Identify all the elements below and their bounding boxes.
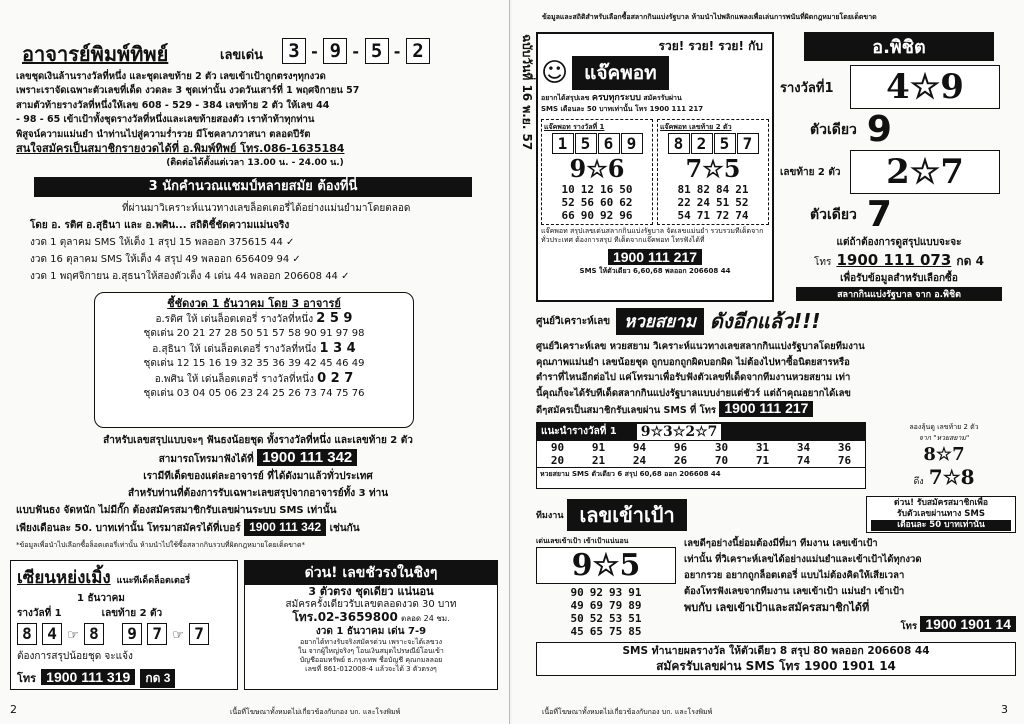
urgent-line: สมัครครั้งเดียวรับเลขตลอดงวด 30 บาท bbox=[285, 598, 457, 610]
prediction-lead: 0 2 7 bbox=[317, 370, 354, 386]
check-icon: ✓ bbox=[292, 254, 301, 265]
pichit-single-value: 9 bbox=[866, 109, 892, 150]
prediction-entry: อ.รติศ ให้ เด่นล็อตเตอรี่ รางวัลที่หนึ่ง 2 5 9 bbox=[155, 310, 353, 326]
pichit-line1: แต่ถ้าต้องการดูสรุปแบบจะจะ bbox=[836, 237, 962, 248]
lkp-grid: 90 92 93 91 49 69 79 89 50 52 53 51 45 65 75 85 bbox=[570, 586, 642, 638]
summary-phone-line-2: เพียงเดือนละ 50. บาทเท่านั้น โทรมาสมัครได้ที่เบอร์ 1900 111 342 เช่นกัน bbox=[16, 520, 360, 534]
left-page bbox=[0, 0, 510, 724]
huaysiam-phone[interactable]: 1900 111 217 bbox=[719, 401, 813, 417]
jackpot-note: แจ๊คพอท สรุปเลขเด่นสลากกินแบ่งรัฐบาล จัดเลขแม่นยำ รวบรวมทีเด็ดจากทั่วประเทศ ต้องการสรุป ทีเด็ดจากแจ๊คพอท โทรฟังได้ที่ bbox=[541, 227, 764, 244]
pichit-panel bbox=[780, 32, 1018, 302]
prediction-entry: อ.สุธินา ให้ เด่นล็อตเตอรี่ รางวัลที่หนึ่ง 1 3 4 bbox=[152, 340, 356, 356]
pimtip-line: เลขชุดเงินล้านรางวัลที่หนึ่ง และชุดเลขท้าย 2 ตัว เลขเข้าเป้าถูกตรงๆทุกงวด bbox=[16, 71, 326, 82]
lkp-left-caption: เด่นเลขเข้าเป้า เข้าเป้าแน่นอน bbox=[536, 537, 629, 545]
pichit-prize-value: 4☆9 bbox=[850, 65, 1000, 109]
pichit-title: อ.พิชิต bbox=[804, 32, 994, 61]
jackpot-cheer: รวย! รวย! รวย! กับ bbox=[658, 39, 763, 53]
champions-body bbox=[30, 200, 498, 285]
jackpot-col2: แจ๊คพอท เลขท้าย 2 ตัว 8 2 5 7 7☆5 81 82 84 21 22 24 51 52 54 71 72 74 bbox=[657, 119, 769, 225]
pimtip-hours: (ติดต่อได้ตั้งแต่เวลา 13.00 น. - 24.00 น.) bbox=[166, 158, 344, 169]
lead-digit: 5 bbox=[365, 38, 389, 64]
yinyang-date: 1 ธันวาคม bbox=[77, 593, 125, 604]
lkp-cta: พบกับ เลขเข้าเป้าและสมัครสมาชิกได้ที่ bbox=[684, 601, 870, 614]
issue-date: ฉบับวันที่ 16 พ.ย. 57 bbox=[520, 34, 534, 151]
huaysiam-tail-caption-b: จาก "หวยสยาม" bbox=[918, 433, 970, 442]
prediction-lead: 1 3 4 bbox=[319, 340, 356, 356]
lkp-phone[interactable]: 1900 1901 14 bbox=[920, 616, 1016, 632]
urgent-draw: งวด 1 ธันวาคม เด่น 7-9 bbox=[315, 625, 427, 637]
pichit-line2: เพื่อรับข้อมูลสำหรับเลือกซื้อ bbox=[840, 273, 958, 284]
lkp-logo: เลขเข้าเป้า bbox=[567, 499, 686, 531]
pimtip-body bbox=[16, 70, 494, 171]
prediction-entry: อ.พศิน ให้ เด่นล็อตเตอรี่ รางวัลที่หนึ่ง 0 2 7 bbox=[154, 370, 354, 386]
jackpot-col1-title: แจ๊คพอท รางวัลที่ 1 bbox=[544, 123, 605, 131]
lkp-promo: ด่วน! รับสมัครสมาชิกเพื่อ รับตัวเลขผ่านทาง SMS เดือนละ 50 บาทเท่านั้น bbox=[866, 496, 1016, 533]
champions-result: งวด 1 พฤศจิกายน อ.สุธนาให้สองตัวเต็ง 4 เด่น 44 พลออก 206608 44 ✓ bbox=[30, 271, 350, 282]
pichit-tail-label: เลขท้าย 2 ตัว bbox=[780, 166, 841, 178]
jackpot-phone[interactable]: 1900 111 217 bbox=[608, 249, 702, 265]
summary-line: สำหรับท่านที่ต้องการรับเฉพาะเลขสรุปจากอาจารย์ทั้ง 3 ท่าน bbox=[127, 488, 389, 499]
top-disclaimer: ข้อมูลและสถิติสำหรับเลือกซื้อสลากกินแบ่งรัฐบาล ห้ามนำไปพลิกแพลงเพื่อเล่นการพนันที่ผิดกฎหมายโดยเด็ดขาด bbox=[542, 13, 877, 21]
left-footer: เนื้อที่โฆษณาทั้งหมดไม่เกี่ยวข้องกับกอง บก. และโรงพิมพ์ bbox=[230, 708, 401, 716]
prediction-set: ชุดเด่น 20 21 27 28 50 51 57 58 90 91 97 98 bbox=[143, 328, 365, 339]
huaysiam-result: หวยสยาม SMS ตัวเดียว 6 สรุป 60,68 ออก 206608 44 bbox=[537, 467, 865, 481]
summary-phone[interactable]: 1900 111 342 bbox=[257, 449, 357, 466]
pichit-single2-label: ตัวเดียว bbox=[810, 206, 857, 223]
prediction-title: ชี้ชัดงวด 1 ธันวาคม โดย 3 อาจารย์ bbox=[167, 297, 341, 310]
yinyang-box bbox=[10, 560, 238, 690]
pichit-single-label: ตัวเดียว bbox=[810, 121, 857, 138]
laokhaopao-section bbox=[536, 496, 1016, 676]
jackpot-sms-line: SMS เดือนละ 50 บาทเท่านั้น โทร 1900 111 217 bbox=[541, 105, 704, 113]
urgent-box bbox=[244, 560, 498, 690]
champions-intro: ที่ผ่านมาวิเคราะห์แนวทางเลขล็อตเตอรี่ได้อย่างแม่นยำมาโดยตลอด bbox=[122, 203, 411, 214]
pimtip-line: พิสูจน์ความแม่นยำ นำท่านไปสู่ความร่ำรวย มีโชคลาภวาสนา ตลอดปีรัต bbox=[16, 128, 311, 140]
lkp-result-box bbox=[536, 642, 1016, 676]
jackpot-col2-title: แจ๊คพอท เลขท้าย 2 ตัว bbox=[660, 123, 732, 131]
jackpot-lead1: 9☆6 bbox=[569, 154, 625, 183]
summary-line: สำหรับเลขสรุปแบบจะๆ ฟันธงน้อยชุด ทั้งรางวัลที่หนึ่ง และเลขท้าย 2 ตัว bbox=[103, 435, 413, 446]
pichit-line3: สลากกินแบ่งรัฐบาล จาก อ.พิชิต bbox=[796, 287, 1002, 301]
pimtip-lead-label: เลขเด่น bbox=[220, 48, 264, 63]
lkp-left bbox=[536, 536, 676, 638]
check-icon: ✓ bbox=[341, 271, 350, 282]
summary-block bbox=[16, 432, 500, 554]
huaysiam-heading-a: ศูนย์วิเคราะห์เลข bbox=[536, 315, 611, 327]
huaysiam-paragraph: ศูนย์วิเคราะห์เลข หวยสยาม วิเคราะห์แนวทางเลขสลากกินแบ่งรัฐบาลโดยทีมงาน คุณภาพแม่นยำ เลขน้อยชุด ถูกบอกถูกผิดบอกผิด ไม่ต้องไปหาซื้อนิตยสารหรือ ตำราที่ไหนอีกต่อไป แค่โทรมาเพื่อรับฟังตัวเลขที่เด็ดจากทีมงานหวยสยาม เท่า นี้คุณก็จะได้รับทีเด็ดสลากกินแบ่งรัฐบาลแบบง่ายแต่ชัวร์ แต่ถ้าคุณอยากได้เลข ดีๆสมัครเป็นสมาชิกรับเลขผ่าน SMS ที่ โทร 1900 111 217 bbox=[536, 341, 865, 416]
urgent-phone-line: โทร.02-3659800 ตลอด 24 ชม. bbox=[292, 610, 450, 624]
huaysiam-tail-row-b: ดึง 7☆8 bbox=[913, 464, 975, 489]
jackpot-lead2: 7☆5 bbox=[685, 154, 741, 183]
prediction-set: ชุดเด่น 03 04 05 06 23 24 25 26 73 74 75 76 bbox=[143, 388, 365, 399]
urgent-small: อยากได้ทางรับจริงสมัครด่วน เพราะจะได้เลขวง ใน จากผู้ใหญ่จริงๆ โอนเงินสมุดไปรษณีย์โอนเข้า บัญชีออมทรัพย์ ธ.กรุงเทพ ชื่อบัญชี คุณกมลลอย เลขที่ 861-012008-4 แล้วจะได้ 3 ตัวตรงๆ bbox=[298, 638, 444, 673]
yinyang-labels: รางวัลที่ 1 เลขท้าย 2 ตัว bbox=[17, 608, 163, 619]
lkp-subscribe: สมัครรับเลขผ่าน SMS โทร 1900 1901 14 bbox=[656, 659, 896, 673]
prediction-lead: 2 5 9 bbox=[316, 310, 353, 326]
lkp-team: ทีมงาน bbox=[536, 510, 564, 521]
pimtip-line: - 98 - 65 เข้าเป้าทั้งชุดรางวัลที่หนึ่งและเลขท้ายสองตัว เราท้าท้าทุกท่าน bbox=[16, 114, 315, 126]
hand-pointer-icon: ☞ bbox=[67, 628, 79, 643]
lead-digit: 9 bbox=[323, 38, 347, 64]
jackpot-sms-result: SMS ให้ตัวเดียว 6,60,68 พลออก 206608 44 bbox=[579, 267, 731, 275]
pimtip-lead-digits: 3 - 9 - 5 - 2 bbox=[282, 38, 430, 64]
pimtip-title: อาจารย์พิมพ์ทิพย์ bbox=[22, 42, 169, 66]
right-page bbox=[512, 0, 1024, 724]
pimtip-member-line: สนใจสมัครเป็นสมาชิกรายงวดได้ที่ อ.พิมพ์ทิพย์ โทร.086-1635184 bbox=[16, 142, 345, 156]
champions-result: งวด 16 ตุลาคม SMS ให้เต็ง 4 สรุป 49 พลออก 656409 94 ✓ bbox=[30, 254, 301, 265]
pichit-phone[interactable]: 1900 111 073 bbox=[836, 251, 952, 269]
prediction-set: ชุดเด่น 12 15 16 19 32 35 36 39 42 45 46 49 bbox=[143, 358, 365, 369]
lead-digit: 3 bbox=[282, 38, 306, 64]
yinyang-request: ต้องการสรุปน้อยชุด จะแจ้ง bbox=[17, 651, 133, 662]
page-number-right: 3 bbox=[1001, 703, 1008, 716]
jackpot-grid1: 10 12 16 50 52 56 60 62 66 90 92 96 bbox=[561, 183, 633, 222]
pimtip-line: สามตัวท้ายรางวัลที่หนึ่งให้เลข 608 - 529 - 384 เลขท้าย 2 ตัว ให้เลข 44 bbox=[16, 99, 330, 111]
lead-digit: 2 bbox=[406, 38, 430, 64]
urgent-title: ด่วน! เลขชัวรงในชิงๆ bbox=[245, 561, 497, 585]
pichit-phone-line: โทร 1900 111 073 กด 4 bbox=[814, 251, 984, 269]
champions-result: งวด 1 ตุลาคม SMS ให้เต็ง 1 สรุป 15 พลออก 375615 44 ✓ bbox=[30, 237, 295, 248]
pichit-single2-value: 7 bbox=[866, 194, 892, 235]
prediction-box bbox=[94, 292, 414, 428]
coin-icon: ☺ bbox=[541, 58, 569, 88]
pichit-prize-label: รางวัลที่1 bbox=[780, 80, 834, 96]
lkp-lead: 9☆5 bbox=[536, 547, 676, 584]
jackpot-grid2: 81 82 84 21 22 24 51 52 54 71 72 74 bbox=[677, 183, 749, 222]
jackpot-tagline: อยากได้สรุปเลข ครบทุกระบบ สมัครรับผ่าน bbox=[541, 93, 682, 103]
summary-note: *ข้อมูลเพื่อนำไปเลือกซื้อล็อตเตอรี่เท่านั้น ห้ามนำไปใช้ซื้อสลากกินรวบที่ผิดกฎหมายโดยเด็ดขาด* bbox=[16, 541, 306, 549]
champions-by: โดย อ. รติศ อ.สุธินา และ อ.พศิน... สถิติชี้ชัดความแม่นจริง bbox=[30, 220, 290, 231]
right-footer: เนื้อที่โฆษณาทั้งหมดไม่เกี่ยวข้องกับกอง บก. และโรงพิมพ์ bbox=[542, 708, 713, 716]
huaysiam-rec-label: แนะนำรางวัลที่ 1 bbox=[541, 426, 617, 437]
yinyang-digits: 8 4 ☞ 8 9 7 ☞ 7 bbox=[17, 623, 231, 645]
jackpot-panel bbox=[536, 32, 774, 302]
page-number-left: 2 bbox=[10, 703, 17, 716]
hand-pointer-icon: ☞ bbox=[172, 628, 184, 643]
jackpot-col1: แจ๊คพอท รางวัลที่ 1 1 5 6 9 9☆6 10 12 16 50 52 56 60 62 66 90 92 96 bbox=[541, 119, 653, 225]
huaysiam-rec-box bbox=[536, 422, 866, 489]
summary-phone-2[interactable]: 1900 111 342 bbox=[244, 519, 326, 536]
summary-phone-line: สามารถโทรมาฟังได้ที่ 1900 111 342 bbox=[16, 449, 500, 468]
urgent-line: 3 ตัวตรง ชุดเดียว แน่นอน bbox=[308, 585, 434, 598]
lkp-paragraph: เลขดีๆอย่างนี้ย่อมต้องมีที่มา ทีมงาน เลขเข้าเป้า เท่านั้น ที่วิเคราะห์เลขได้อย่างแม่นยำและเข้าเป้าได้ทุกงวด อยากรวย อยากถูกล็อตเตอรี่ แบบไม่ต้องคิดให้เสียเวลา ต้องโทรฟังเลขจากทีมงาน เลขเข้าเป้า แม่นยำ เข้าเป้า พบกับ เลขเข้าเป้าและสมัครสมาชิกได้ที่ โทร 1900 1901 14 bbox=[684, 536, 1016, 638]
pimtip-line: เพราะเราจัดเฉพาะตัวเลขที่เด็ด งวดละ 3 ชุดเท่านั้น งวดวันเสาร์ที่ 1 พฤศจิกายน 57 bbox=[16, 85, 360, 97]
huaysiam-tail-value-a: 8☆7 bbox=[923, 443, 965, 465]
huaysiam-rec-value: 9☆3☆2☆7 bbox=[637, 424, 722, 440]
huaysiam-section bbox=[536, 305, 1016, 489]
huaysiam-heading-b: ดังอีกแล้ว!!! bbox=[709, 309, 821, 333]
yinyang-phone[interactable]: 1900 111 319 bbox=[41, 669, 135, 685]
pichit-tail-value: 2☆7 bbox=[850, 150, 1000, 194]
check-icon: ✓ bbox=[286, 237, 295, 248]
huaysiam-tail-caption-a: ลองลุ้นดู เลขท้าย 2 ตัว bbox=[909, 422, 979, 431]
huaysiam-logo: หวยสยาม bbox=[616, 308, 704, 335]
yinyang-heading: เซียนหย่งเมิ้ง แนะทีเด็ดล็อตเตอรี่ bbox=[17, 568, 191, 588]
lkp-result: SMS ทำนายผลรางวัล ให้ตัวเดียว 8 สรุป 80 พลออก 206608 44 bbox=[622, 645, 930, 657]
huaysiam-tail bbox=[872, 422, 1016, 489]
jackpot-logo: แจ๊คพอท bbox=[572, 56, 669, 90]
yinyang-phone-line: โทร 1900 111 319 กด 3 bbox=[17, 667, 231, 688]
summary-line: แบบฟันธง จัดหนัก ไม่มีกั๊ก ต้องสมัครสมาชิกรับเลขผ่านระบบ SMS เท่านั้น bbox=[16, 505, 337, 516]
yinyang-ext: กด 3 bbox=[140, 669, 175, 688]
champions-banner: 3 นักคำนวณแชมป์หลายสมัย ต้องที่นี่ bbox=[34, 177, 472, 197]
huaysiam-grid: 90 91 94 96 30 31 34 36 20 21 24 26 70 71 74 76 bbox=[550, 440, 852, 467]
summary-line: เรามีทีเด็ดของแต่ละอาจารย์ ที่ได้ดังมาแล้วทั่วประเทศ bbox=[143, 471, 373, 482]
